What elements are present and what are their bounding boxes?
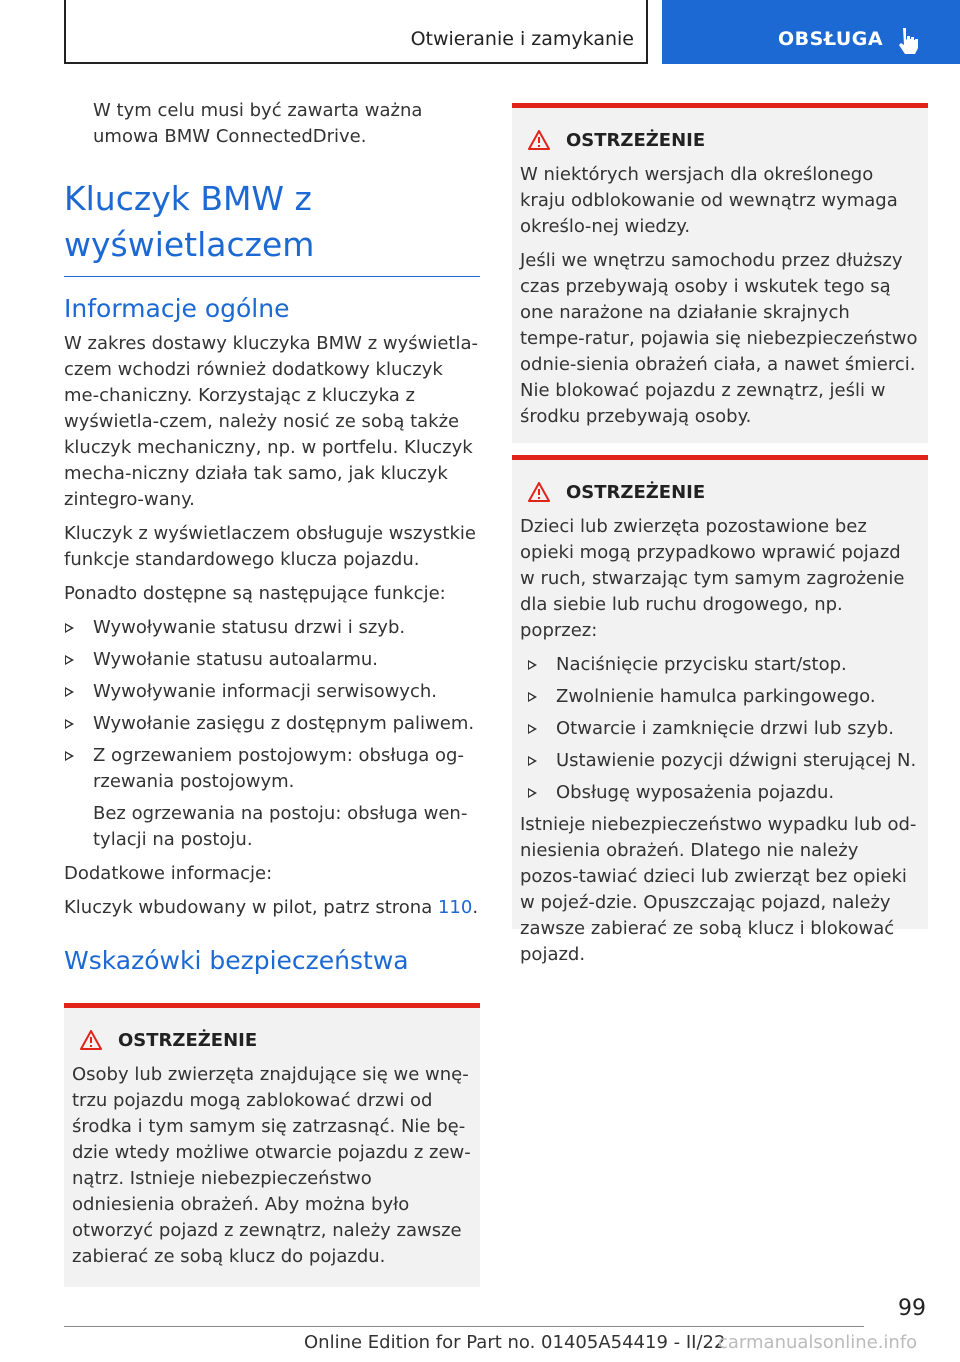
warning-triangle-icon	[80, 1030, 102, 1050]
header-tab	[662, 0, 960, 64]
header-section-box	[64, 0, 648, 64]
warning-triangle-icon	[528, 130, 550, 150]
list-item: Wywołanie statusu autoalarmu.	[64, 647, 480, 673]
list-item: Z ogrzewaniem postojowym: obsługa og‐rzewania postojowym.	[64, 743, 480, 795]
warning-paragraph-2: Istnieje niebezpieczeństwo wypadku lub od‐niesienia obrażeń. Dlatego nie należy pozos‐tawiać dzieci lub zwierząt bez opieki w pojeź‐dzie. Opuszczając pojazd, należy zawsze zabierać ze sobą klucz i blokować pojazd.	[520, 814, 917, 965]
list-item: Obsługę wyposażenia pojazdu.	[520, 780, 920, 806]
warning-header	[520, 128, 920, 156]
edition-text: Online Edition for Part no. 01405A54419 - II/22	[304, 1332, 726, 1353]
footer-rule	[64, 1326, 864, 1327]
header-tab-label: OBSŁUGA	[778, 28, 884, 50]
page-reference: Kluczyk wbudowany w pilot, patrz strona 110.	[64, 897, 479, 918]
warning-text: Osoby lub zwierzęta znajdujące się we wnę‐trzu pojazdu mogą zablokować drzwi od środka i tym samym się zatrzasnąć. Nie bę‐dzie wtedy możliwe otwarcie pojazdu z zew‐nątrz. Istnieje niebezpieczeństwo odniesienia obrażeń. Aby można było otworzyć pojazd z zewnątrz, należy zawsze zabierać ze sobą klucz do pojazdu.	[72, 1064, 471, 1267]
warning-title: OSTRZEŻENIE	[566, 482, 706, 503]
triangle-bullet-icon	[528, 692, 537, 702]
safety-heading: Wskazówki bezpieczeństwa	[64, 946, 409, 975]
general-paragraph-3: Ponadto dostępne są następujące funkcje:	[64, 583, 446, 604]
warning-box	[64, 1003, 480, 1287]
triangle-bullet-icon	[65, 751, 74, 761]
list-item: Wywoływanie statusu drzwi i szyb.	[64, 615, 480, 641]
page-heading: Kluczyk BMW z wyświetlaczem	[64, 179, 315, 264]
list-item: Naciśnięcie przycisku start/stop.	[520, 652, 920, 678]
watermark-text: carmanualsonline.info	[718, 1332, 918, 1353]
general-paragraph-1: W zakres dostawy kluczyka BMW z wyświetla‐czem wchodzi również dodatkowy kluczyk me‐chaniczny. Korzystając z kluczyka z wyświetla‐czem, należy nosić ze sobą także kluczyk mechaniczny, np. w portfelu. Kluczyk mecha‐niczny działa tak samo, jak kluczyk zintegro‐wany.	[64, 333, 478, 510]
warning-triangle-icon	[528, 482, 550, 502]
list-item: Zwolnienie hamulca parkingowego.	[520, 684, 920, 710]
general-info-heading: Informacje ogólne	[64, 294, 290, 323]
right-column	[512, 103, 928, 965]
header-section-title: Otwieranie i zamykanie	[410, 28, 634, 50]
pointing-hand-icon	[896, 26, 922, 56]
warning-title: OSTRZEŻENIE	[118, 1030, 258, 1051]
list-item: Wywoływanie informacji serwisowych.	[64, 679, 480, 705]
list-item: Wywołanie zasięgu z dostępnym paliwem.	[64, 711, 480, 737]
general-paragraph-2: Kluczyk z wyświetlaczem obsługuje wszystkie funkcje standardowego klucza pojazdu.	[64, 523, 476, 570]
triangle-bullet-icon	[65, 687, 74, 697]
triangle-bullet-icon	[65, 719, 74, 729]
warning-box	[512, 455, 928, 965]
triangle-bullet-icon	[528, 724, 537, 734]
page-link[interactable]: 110	[437, 897, 473, 918]
left-column	[64, 98, 480, 1287]
list-item: Otwarcie i zamknięcie drzwi lub szyb.	[520, 716, 920, 742]
triangle-bullet-icon	[528, 756, 537, 766]
triangle-bullet-icon	[528, 788, 537, 798]
list-item: Ustawienie pozycji dźwigni sterującej N.	[520, 748, 920, 774]
page-number: 99	[898, 1296, 926, 1321]
warning-title: OSTRZEŻENIE	[566, 130, 706, 151]
warning-paragraph-2: Jeśli we wnętrzu samochodu przez dłuższy czas przebywają osoby i wskutek tego są one narażone na działanie skrajnych tempe‐ratur, pojawia się niebezpieczeństwo odnie‐sienia obrażeń ciała, a nawet śmierci. Nie blokować pojazdu z zewnątrz, jeśli w środku przebywają osoby.	[520, 250, 918, 427]
triangle-bullet-icon	[528, 660, 537, 670]
warning-header	[72, 1028, 472, 1056]
warning-paragraph-1: W niektórych wersjach dla określonego kraju odblokowanie od wewnątrz wymaga określo‐nej wiedzy.	[520, 164, 898, 237]
intro-text: W tym celu musi być zawarta ważna umowa BMW ConnectedDrive.	[93, 100, 423, 147]
heading-rule	[64, 276, 480, 277]
warning-header	[520, 480, 920, 508]
warning-box	[512, 103, 928, 443]
additional-info-label: Dodatkowe informacje:	[64, 863, 273, 884]
list-item-subtext: Bez ogrzewania na postoju: obsługa wen‐tylacji na postoju.	[93, 803, 468, 850]
triangle-bullet-icon	[65, 623, 74, 633]
warning-paragraph-1: Dzieci lub zwierzęta pozostawione bez opieki mogą przypadkowo wprawić pojazd w ruch, stwarzając tym samym zagrożenie dla siebie lub ruchu drogowego, np. poprzez:	[520, 516, 905, 641]
triangle-bullet-icon	[65, 655, 74, 665]
